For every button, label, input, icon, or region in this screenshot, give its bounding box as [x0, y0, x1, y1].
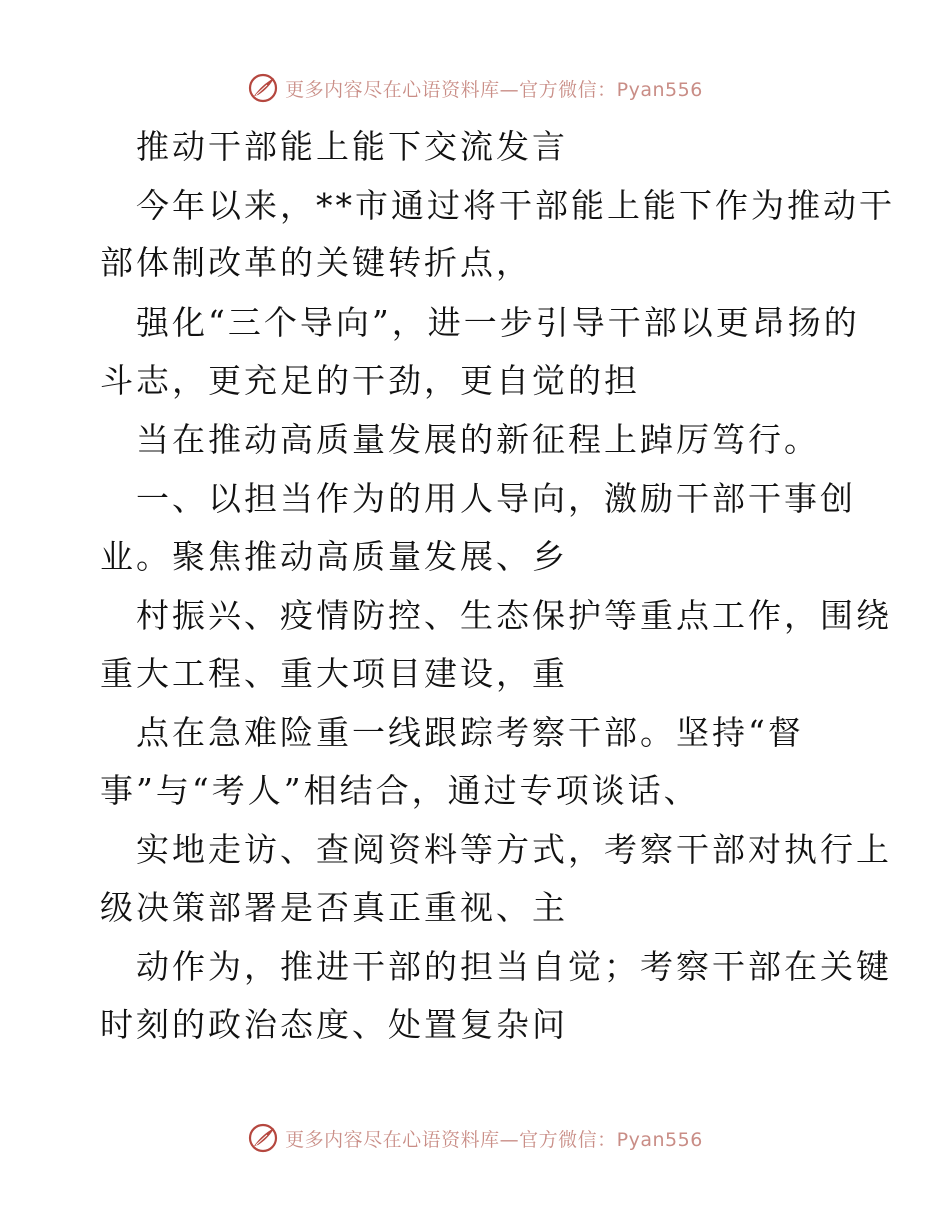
paragraph-line: 实地走访、查阅资料等方式，考察干部对执行上: [136, 830, 892, 869]
paragraph-line: 今年以来，**市通过将干部能上能下作为推动干: [136, 186, 895, 225]
header-watermark: [0, 72, 950, 104]
paragraph-line: 一、以担当作为的用人导向，激励干部干事创: [136, 479, 856, 518]
paragraph-line: 动作为，推进干部的担当自觉；考察干部在关键: [136, 947, 892, 986]
paragraph-line: 点在急难险重一线跟踪考察干部。坚持“督: [136, 713, 804, 752]
paragraph-line: 斗志，更充足的干劲，更自觉的担: [100, 361, 640, 400]
paragraph-line: 部体制改革的关键转折点，: [100, 243, 532, 282]
watermark-text: 更多内容尽在心语资料库—官方微信：Pyan556: [285, 1128, 703, 1151]
feather-pen-logo-icon: [247, 1122, 279, 1154]
footer-watermark: [0, 1122, 950, 1154]
watermark-text: 更多内容尽在心语资料库—官方微信：Pyan556: [285, 78, 703, 101]
paragraph-line: 时刻的政治态度、处置复杂问: [100, 1005, 568, 1044]
paragraph-line: 村振兴、疫情防控、生态保护等重点工作，围绕: [136, 596, 892, 635]
paragraph-line: 事”与“考人”相结合，通过专项谈话、: [100, 771, 700, 810]
paragraph-line: 级决策部署是否真正重视、主: [100, 888, 568, 927]
paragraph-line: 重大工程、重大项目建设，重: [100, 654, 568, 693]
paragraph-line: 业。聚焦推动高质量发展、乡: [100, 537, 568, 576]
paragraph-line: 强化“三个导向”，进一步引导干部以更昂扬的: [136, 303, 860, 342]
paragraph-line: 当在推动高质量发展的新征程上踔厉笃行。: [136, 420, 820, 459]
document-title: 推动干部能上能下交流发言: [136, 127, 568, 166]
feather-pen-logo-icon: [247, 72, 279, 104]
